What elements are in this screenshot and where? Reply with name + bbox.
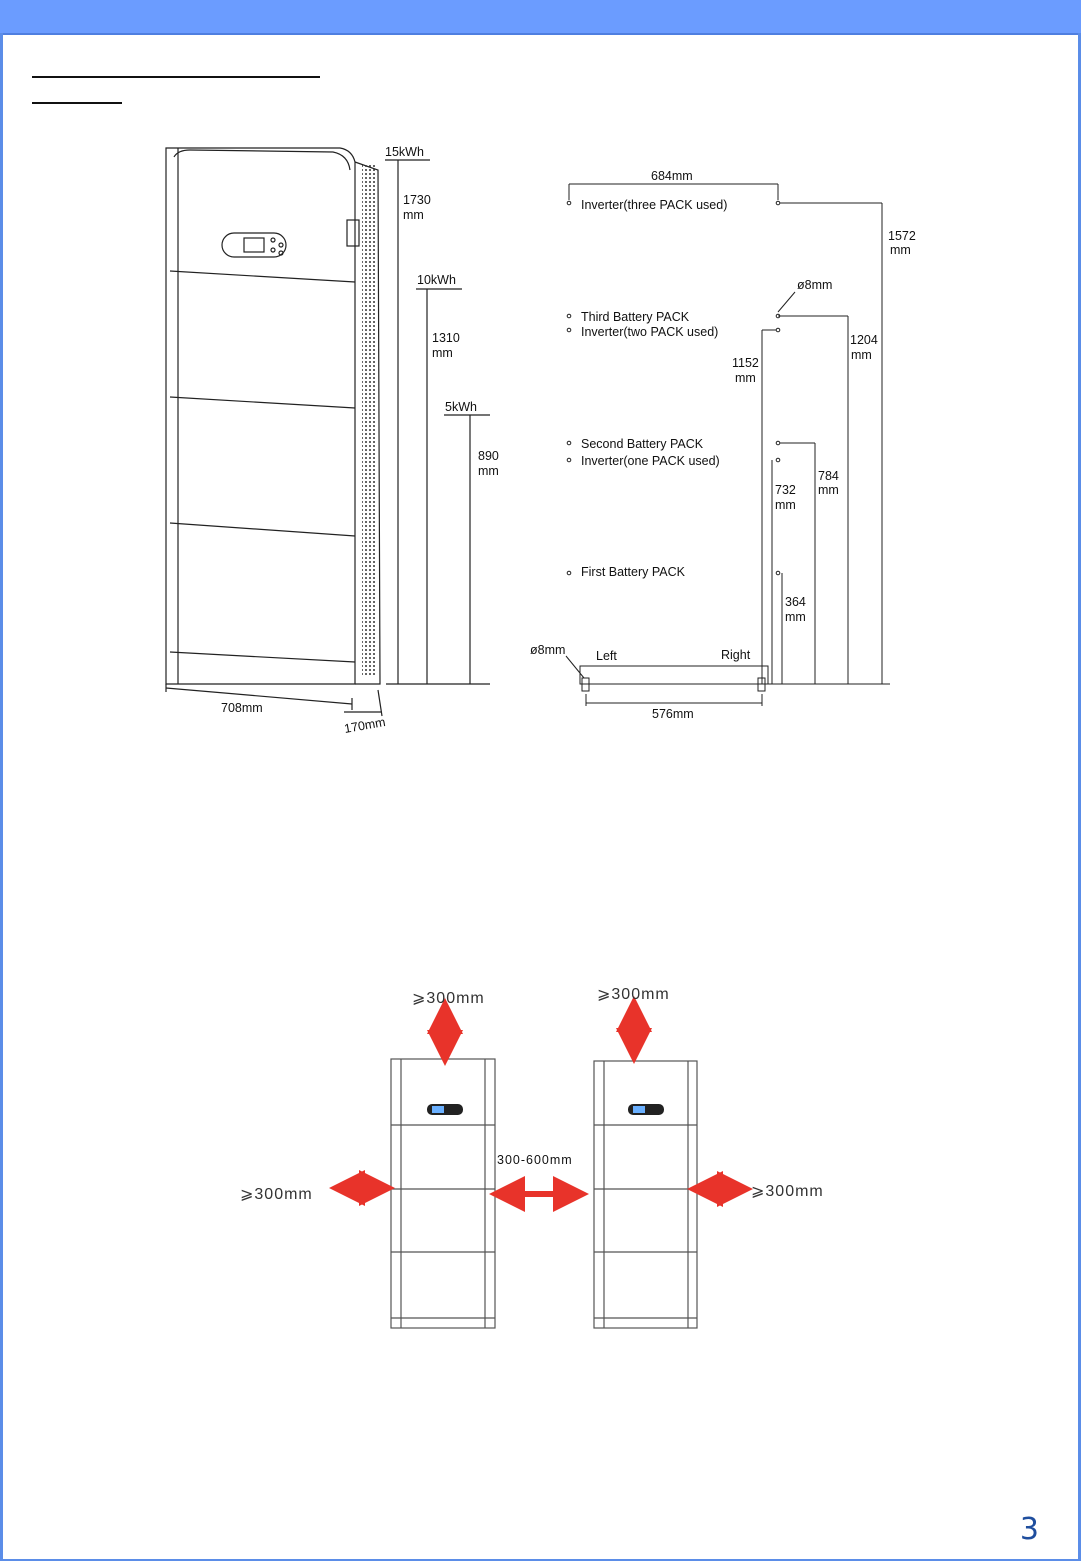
capacity-label-10kwh: 10kWh — [417, 273, 456, 287]
height-1310-unit: mm — [432, 346, 453, 360]
height-890: 890 — [478, 449, 499, 463]
right-label: Right — [721, 648, 751, 662]
label-first-pack: First Battery PACK — [581, 565, 685, 579]
label-inverter-three: Inverter(three PACK used) — [581, 198, 728, 212]
left-label: Left — [596, 649, 617, 663]
height-732-unit: mm — [775, 498, 796, 512]
clearance-between: 300-600mm — [497, 1153, 573, 1167]
clearance-top-left: ⩾300mm — [412, 990, 485, 1007]
height-732: 732 — [775, 483, 796, 497]
height-1204-unit: mm — [851, 348, 872, 362]
battery-unit-left — [391, 1059, 495, 1328]
clearance-right: ⩾300mm — [751, 1183, 824, 1200]
clearance-top-right: ⩾300mm — [597, 986, 670, 1003]
width-708: 708mm — [221, 701, 263, 715]
height-784-unit: mm — [818, 483, 839, 497]
label-third-pack: Third Battery PACK — [581, 310, 690, 324]
height-890-unit: mm — [478, 464, 499, 478]
label-second-pack: Second Battery PACK — [581, 437, 704, 451]
label-inverter-one: Inverter(one PACK used) — [581, 454, 720, 468]
height-784: 784 — [818, 469, 839, 483]
height-1152: 1152 — [732, 356, 759, 370]
height-1152-unit: mm — [735, 371, 756, 385]
height-1572-unit: mm — [890, 243, 911, 257]
height-1204: 1204 — [850, 333, 878, 347]
hole-diameter-top: ø8mm — [797, 278, 833, 292]
height-1572: 1572 — [888, 229, 916, 243]
label-inverter-two: Inverter(two PACK used) — [581, 325, 719, 339]
height-1730: 1730 — [403, 193, 431, 207]
hole-diameter-bottom: ø8mm — [530, 643, 566, 657]
top-width-684: 684mm — [651, 169, 693, 183]
battery-unit-right — [594, 1061, 697, 1328]
page-number: 3 — [1019, 1512, 1039, 1547]
depth-170: 170mm — [343, 714, 387, 736]
height-364: 364 — [785, 595, 806, 609]
capacity-label-15kwh: 15kWh — [385, 145, 424, 159]
capacity-label-5kwh: 5kWh — [445, 400, 477, 414]
height-364-unit: mm — [785, 610, 806, 624]
bottom-width-576: 576mm — [652, 707, 694, 721]
height-1310: 1310 — [432, 331, 460, 345]
clearance-left: ⩾300mm — [240, 1186, 313, 1203]
height-1730-unit: mm — [403, 208, 424, 222]
